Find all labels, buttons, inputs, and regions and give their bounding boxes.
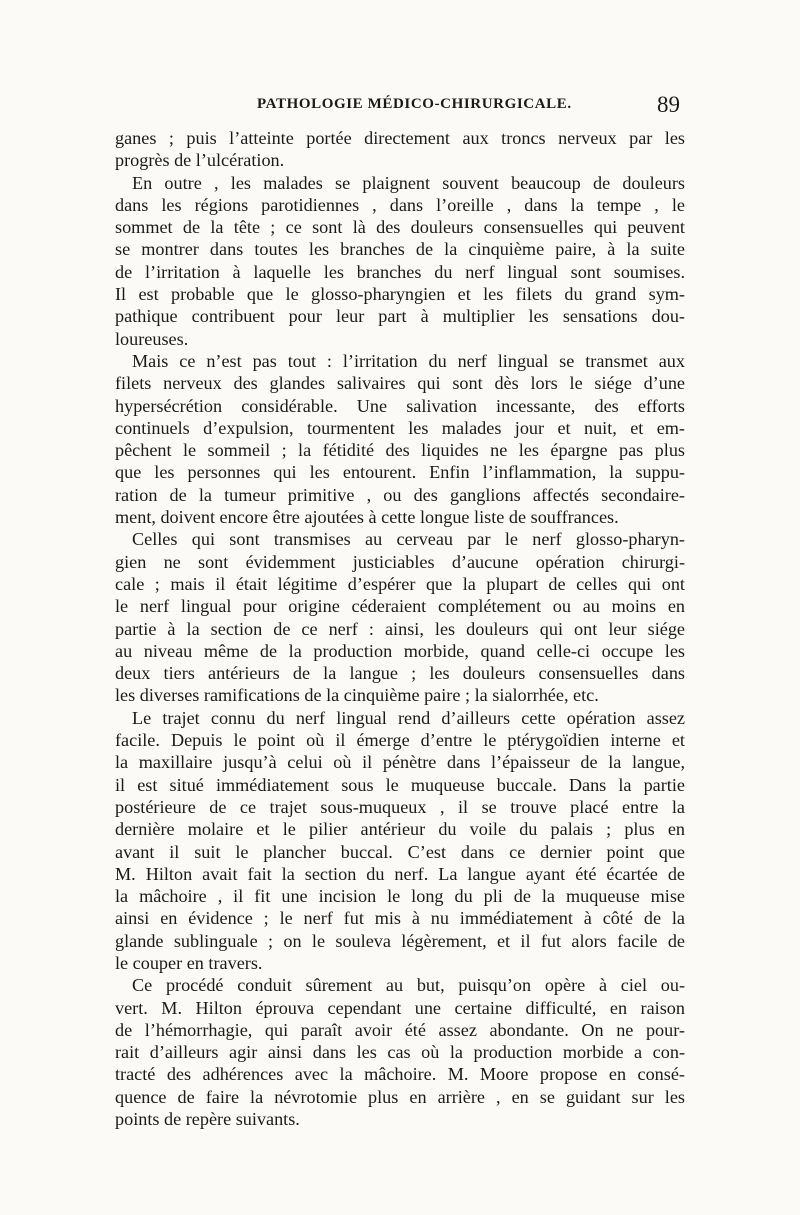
body-text (115, 127, 685, 1130)
paragraph-2 (115, 172, 685, 350)
text-line: que les personnes qui les entourent. Enfin l’inflammation, la suppu- (115, 462, 685, 483)
text-line: dans les régions parotidiennes , dans l’oreille , dans la tempe , le (115, 194, 685, 215)
text-line: de l’irritation à laquelle les branches du nerf lingual sont soumises. (115, 261, 685, 282)
text-line: avant il suit le plancher buccal. C’est dans ce dernier point que (115, 841, 685, 862)
text-line: dernière molaire et le pilier antérieur du voile du palais ; plus en (115, 819, 685, 840)
text-line: deux tiers antérieurs de la langue ; les douleurs consensuelles dans (115, 663, 685, 684)
text-line: il est situé immédiatement sous le muqueuse buccale. Dans la partie (115, 774, 685, 795)
paragraph-5 (115, 707, 685, 975)
page-header (115, 92, 680, 122)
paragraph-6 (115, 974, 685, 1130)
text-line: se montrer dans toutes les branches de la cinquième paire, à la suite (115, 239, 685, 260)
text-line: En outre , les malades se plaignent souvent beaucoup de douleurs (132, 172, 685, 193)
text-line: Il est probable que le glosso-pharyngien et les filets du grand sym- (115, 284, 685, 305)
text-line: continuels d’expulsion, tourmentent les malades jour et nuit, et em- (115, 417, 685, 438)
text-line: Celles qui sont transmises au cerveau par le nerf glosso-pharyn- (132, 529, 685, 550)
text-line: progrès de l’ulcération. (115, 150, 285, 171)
text-line: Mais ce n’est pas tout : l’irritation du nerf lingual se transmet aux (132, 350, 685, 371)
text-line: ment, doivent encore être ajoutées à cette longue liste de souffrances. (115, 507, 619, 528)
running-title: PATHOLOGIE MÉDICO-CHIRURGICALE. (257, 96, 572, 112)
text-line: quence de faire la névrotomie plus en arrière , en se guidant sur les (115, 1086, 685, 1107)
paragraph-4 (115, 528, 685, 706)
text-line: Ce procédé conduit sûrement au but, puisqu’on opère à ciel ou- (132, 975, 685, 996)
text-line: gien ne sont évidemment justiciables d’aucune opération chirurgi- (115, 551, 685, 572)
text-line: loureuses. (115, 328, 189, 349)
paragraph-1 (115, 127, 685, 172)
text-line: sommet de la tête ; ce sont là des douleurs consensuelles qui peuvent (115, 217, 685, 238)
text-line: filets nerveux des glandes salivaires qui sont dès lors le siége d’une (115, 373, 685, 394)
text-line: tracté des adhérences avec la mâchoire. M. Moore propose en consé- (115, 1064, 685, 1085)
text-line: ganes ; puis l’atteinte portée directement aux troncs nerveux par les (115, 128, 685, 148)
text-line: hypersécrétion considérable. Une salivation incessante, des efforts (115, 395, 685, 416)
page-number: 89 (657, 92, 680, 117)
text-line: le nerf lingual pour origine céderaient complétement ou au moins en (115, 596, 685, 617)
text-line: cale ; mais il était légitime d’espérer que la plupart de celles qui ont (115, 573, 685, 594)
text-line: la mâchoire , il fit une incision le long du pli de la muqueuse mise (115, 886, 685, 907)
text-line: rait d’ailleurs agir ainsi dans les cas où la production morbide a con- (115, 1042, 685, 1063)
text-line: vert. M. Hilton éprouva cependant une certaine difficulté, en raison (115, 997, 685, 1018)
text-line: les diverses ramifications de la cinquième paire ; la sialorrhée, etc. (115, 685, 599, 706)
text-line: glande sublinguale ; on le souleva légèrement, et il fut alors facile de (115, 930, 685, 951)
text-line: pathique contribuent pour leur part à multiplier les sensations dou- (115, 306, 685, 327)
text-line: M. Hilton avait fait la section du nerf. La langue ayant été écartée de (115, 863, 685, 884)
text-line: de l’hémorrhagie, qui paraît avoir été assez abondante. On ne pour- (115, 1019, 685, 1040)
text-line: au niveau même de la production morbide, quand celle-ci occupe les (115, 640, 685, 661)
paragraph-3 (115, 350, 685, 528)
text-line: ration de la tumeur primitive , ou des ganglions affectés secondaire- (115, 484, 685, 505)
text-line: Le trajet connu du nerf lingual rend d’ailleurs cette opération assez (132, 707, 685, 728)
text-line: partie à la section de ce nerf : ainsi, les douleurs qui ont leur siége (115, 618, 685, 639)
text-line: postérieure de ce trajet sous-muqueux , il se trouve placé entre la (115, 796, 685, 817)
text-line: le couper en travers. (115, 952, 263, 973)
text-line: ainsi en évidence ; le nerf fut mis à nu immédiatement à côté de la (115, 908, 685, 929)
text-line: la maxillaire jusqu’à celui où il pénètre dans l’épaisseur de la langue, (115, 752, 685, 773)
text-line: pêchent le sommeil ; la fétidité des liquides ne les épargne pas plus (115, 440, 685, 461)
text-line: facile. Depuis le point où il émerge d’entre le ptérygoïdien interne et (115, 730, 685, 751)
text-line: points de repère suivants. (115, 1109, 300, 1130)
